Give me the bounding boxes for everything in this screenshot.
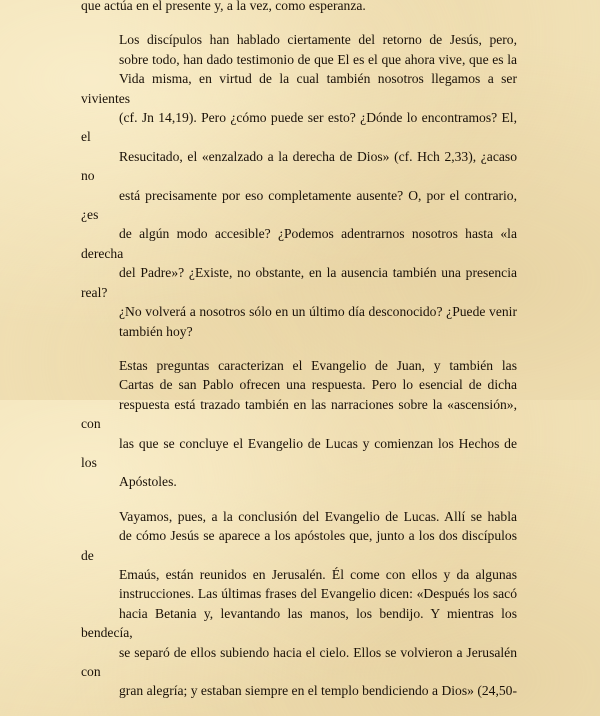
text-line: Resucitado, el «enzalzado a la derecha de Dios» (cf. Hch 2,33), ¿acaso no bbox=[81, 148, 517, 184]
text-line: está precisamente por eso completamente ausente? O, por el contrario, ¿es bbox=[81, 187, 517, 223]
text-line: de algún modo accesible? ¿Podemos adentrarnos nosotros hasta «la derecha bbox=[81, 226, 517, 261]
text-line: instrucciones. Las últimas frases del Evangelio dicen: «Después los sacó bbox=[119, 586, 517, 602]
text-line: Cartas de san Pablo ofrecen una respuesta. Pero lo esencial de dicha bbox=[119, 377, 517, 393]
text-line: respuesta está trazado también en las narraciones sobre la «ascensión», con bbox=[81, 396, 517, 432]
text-line: Los discípulos han hablado ciertamente del retorno de Jesús, pero, bbox=[119, 32, 517, 48]
document-page bbox=[81, 0, 517, 716]
paragraph-questions bbox=[81, 356, 517, 492]
text-line: Estas preguntas caracterizan el Evangelio de Juan, y también las bbox=[119, 357, 517, 373]
paragraph-disciples-testimony bbox=[81, 30, 517, 341]
text-line: ¿No volverá a nosotros sólo en un último día desconocido? ¿Puede venir bbox=[119, 304, 517, 320]
text-line: hacia Betania y, levantando las manos, los bendijo. Y mientras los bendecía, bbox=[81, 605, 517, 641]
text-line: sobre todo, han dado testimonio de que El es el que ahora vive, que es la bbox=[119, 51, 517, 67]
text-line: también hoy? bbox=[119, 323, 193, 339]
text-line: (cf. Jn 14,19). Pero ¿cómo puede ser esto? ¿Dónde lo encontramos? El, el bbox=[81, 110, 517, 145]
text-line: Apóstoles. bbox=[119, 474, 177, 490]
text-line: del Padre»? ¿Existe, no obstante, en la ausencia también una presencia real? bbox=[81, 265, 517, 300]
text-line: de cómo Jesús se aparece a los apóstoles que, junto a los dos discípulos de bbox=[81, 528, 517, 563]
paragraph-continuation bbox=[81, 0, 517, 15]
text-line: Vayamos, pues, a la conclusión del Evangelio de Lucas. Allí se habla bbox=[119, 508, 517, 524]
text-line: Vida misma, en virtud de la cual también nosotros llegamos a ser vivientes bbox=[81, 71, 517, 106]
text-line: las que se concluye el Evangelio de Lucas y comienzan los Hechos de los bbox=[81, 435, 517, 470]
text-line: que actúa en el presente y, a la vez, como esperanza. bbox=[81, 0, 366, 13]
text-line: gran alegría; y estaban siempre en el templo bendiciendo a Dios» (24,50- bbox=[119, 683, 517, 699]
text-line: se separó de ellos subiendo hacia el cielo. Ellos se volvieron a Jerusalén con bbox=[81, 644, 517, 679]
text-line: Emaús, están reunidos en Jerusalén. Él come con ellos y da algunas bbox=[119, 566, 517, 582]
paragraph-luke-conclusion bbox=[81, 507, 517, 701]
